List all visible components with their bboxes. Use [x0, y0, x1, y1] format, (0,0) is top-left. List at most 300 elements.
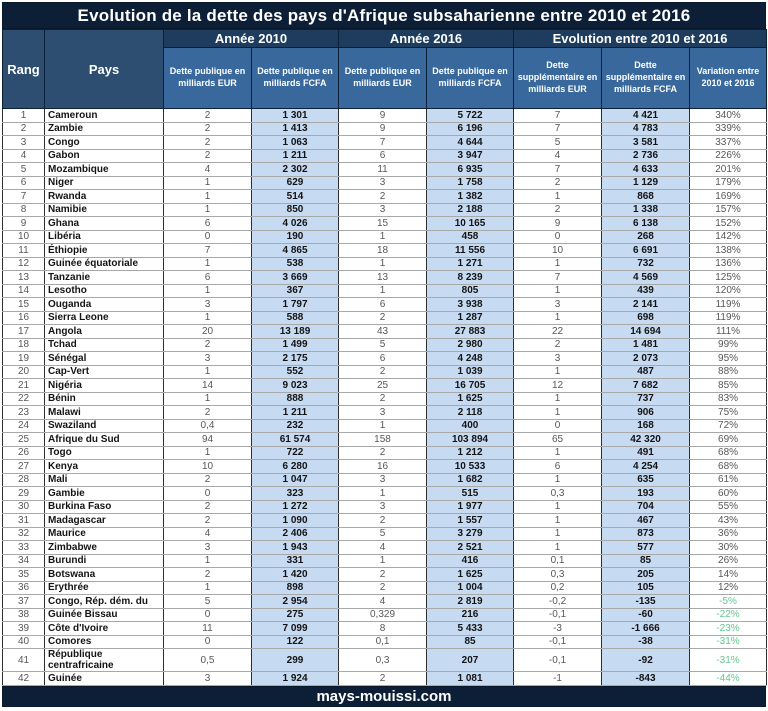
cell-variation: 14% — [690, 568, 767, 582]
table-row — [3, 244, 767, 258]
table-row — [3, 527, 767, 541]
cell-rang: 9 — [3, 217, 45, 231]
cell-rang: 5 — [3, 163, 45, 177]
cell-pays: Congo — [45, 136, 164, 150]
cell-variation: 138% — [690, 244, 767, 258]
cell-variation: 179% — [690, 176, 767, 190]
table-row — [3, 284, 767, 298]
cell-suppl-eur: 1 — [514, 392, 602, 406]
cell-suppl-eur: -1 — [514, 672, 602, 686]
table-row — [3, 365, 767, 379]
table-row — [3, 446, 767, 460]
cell-dette-eur-2016: 25 — [339, 379, 427, 393]
table-row — [3, 298, 767, 312]
cell-dette-eur-2016: 4 — [339, 541, 427, 555]
cell-dette-eur-2016: 2 — [339, 514, 427, 528]
cell-variation: 142% — [690, 230, 767, 244]
cell-dette-fcfa-2010: 367 — [252, 284, 339, 298]
cell-suppl-eur: 1 — [514, 311, 602, 325]
cell-dette-eur-2010: 3 — [164, 541, 252, 555]
cell-dette-eur-2010: 1 — [164, 284, 252, 298]
cell-dette-fcfa-2016: 5 433 — [427, 622, 514, 636]
cell-dette-eur-2016: 2 — [339, 392, 427, 406]
cell-dette-eur-2010: 0,4 — [164, 419, 252, 433]
cell-suppl-fcfa: 873 — [602, 527, 690, 541]
cell-dette-eur-2016: 1 — [339, 419, 427, 433]
cell-dette-fcfa-2016: 2 118 — [427, 406, 514, 420]
table-row — [3, 487, 767, 501]
cell-dette-eur-2010: 5 — [164, 595, 252, 609]
cell-dette-fcfa-2010: 898 — [252, 581, 339, 595]
cell-suppl-eur: 7 — [514, 271, 602, 285]
table-row — [3, 379, 767, 393]
cell-suppl-eur: 2 — [514, 176, 602, 190]
cell-suppl-fcfa: 868 — [602, 190, 690, 204]
cell-rang: 3 — [3, 136, 45, 150]
cell-dette-eur-2016: 18 — [339, 244, 427, 258]
cell-dette-fcfa-2016: 1 977 — [427, 500, 514, 514]
table-row — [3, 338, 767, 352]
cell-dette-eur-2016: 6 — [339, 298, 427, 312]
cell-dette-eur-2016: 11 — [339, 163, 427, 177]
cell-rang: 29 — [3, 487, 45, 501]
cell-dette-fcfa-2016: 1 271 — [427, 257, 514, 271]
cell-suppl-fcfa: 4 783 — [602, 122, 690, 136]
table-row — [3, 406, 767, 420]
cell-suppl-eur: 1 — [514, 473, 602, 487]
header-group-annee-2016: Année 2016 — [339, 30, 514, 48]
website-label: mays-mouissi.com — [316, 687, 452, 705]
cell-pays: Comores — [45, 635, 164, 649]
cell-variation: 72% — [690, 419, 767, 433]
cell-suppl-eur: -0,2 — [514, 595, 602, 609]
cell-pays: Guinée Bissau — [45, 608, 164, 622]
cell-rang: 6 — [3, 176, 45, 190]
cell-suppl-fcfa: 6 138 — [602, 217, 690, 231]
cell-dette-fcfa-2010: 588 — [252, 311, 339, 325]
table-row — [3, 392, 767, 406]
cell-dette-eur-2010: 2 — [164, 473, 252, 487]
cell-rang: 41 — [3, 649, 45, 672]
cell-dette-fcfa-2010: 6 280 — [252, 460, 339, 474]
cell-pays: Mali — [45, 473, 164, 487]
table-row — [3, 541, 767, 555]
cell-dette-eur-2016: 3 — [339, 473, 427, 487]
cell-dette-eur-2010: 14 — [164, 379, 252, 393]
cell-dette-fcfa-2016: 458 — [427, 230, 514, 244]
cell-variation: 99% — [690, 338, 767, 352]
cell-suppl-fcfa: -92 — [602, 649, 690, 672]
table-row — [3, 635, 767, 649]
cell-dette-fcfa-2010: 1 090 — [252, 514, 339, 528]
cell-rang: 42 — [3, 672, 45, 686]
cell-suppl-eur: 1 — [514, 514, 602, 528]
cell-rang: 11 — [3, 244, 45, 258]
cell-suppl-fcfa: 906 — [602, 406, 690, 420]
cell-rang: 37 — [3, 595, 45, 609]
cell-dette-fcfa-2010: 323 — [252, 487, 339, 501]
cell-dette-fcfa-2016: 216 — [427, 608, 514, 622]
cell-suppl-fcfa: 2 141 — [602, 298, 690, 312]
cell-dette-fcfa-2016: 5 722 — [427, 109, 514, 123]
cell-dette-eur-2010: 10 — [164, 460, 252, 474]
cell-rang: 26 — [3, 446, 45, 460]
cell-pays: Zimbabwe — [45, 541, 164, 555]
cell-dette-fcfa-2010: 538 — [252, 257, 339, 271]
cell-rang: 17 — [3, 325, 45, 339]
cell-dette-fcfa-2010: 2 175 — [252, 352, 339, 366]
cell-rang: 32 — [3, 527, 45, 541]
cell-dette-fcfa-2010: 122 — [252, 635, 339, 649]
cell-rang: 38 — [3, 608, 45, 622]
cell-suppl-fcfa: 14 694 — [602, 325, 690, 339]
cell-dette-fcfa-2016: 10 533 — [427, 460, 514, 474]
cell-dette-eur-2016: 16 — [339, 460, 427, 474]
cell-dette-eur-2016: 1 — [339, 554, 427, 568]
cell-dette-eur-2016: 1 — [339, 284, 427, 298]
cell-dette-fcfa-2016: 1 081 — [427, 672, 514, 686]
cell-dette-fcfa-2016: 27 883 — [427, 325, 514, 339]
cell-dette-eur-2010: 2 — [164, 149, 252, 163]
cell-dette-eur-2016: 0,3 — [339, 649, 427, 672]
cell-dette-fcfa-2010: 1 063 — [252, 136, 339, 150]
cell-rang: 27 — [3, 460, 45, 474]
cell-dette-eur-2016: 6 — [339, 352, 427, 366]
cell-dette-eur-2010: 2 — [164, 406, 252, 420]
cell-suppl-eur: 2 — [514, 203, 602, 217]
cell-variation: 111% — [690, 325, 767, 339]
cell-suppl-eur: 1 — [514, 446, 602, 460]
cell-variation: 36% — [690, 527, 767, 541]
cell-dette-eur-2010: 2 — [164, 514, 252, 528]
table-header — [3, 30, 767, 109]
cell-pays: Gambie — [45, 487, 164, 501]
cell-dette-eur-2010: 2 — [164, 109, 252, 123]
cell-rang: 19 — [3, 352, 45, 366]
cell-dette-eur-2010: 2 — [164, 568, 252, 582]
cell-dette-fcfa-2016: 1 004 — [427, 581, 514, 595]
cell-variation: 68% — [690, 446, 767, 460]
cell-pays: Gabon — [45, 149, 164, 163]
cell-dette-fcfa-2016: 1 212 — [427, 446, 514, 460]
cell-suppl-eur: 22 — [514, 325, 602, 339]
cell-suppl-eur: 0,1 — [514, 554, 602, 568]
cell-dette-fcfa-2016: 3 938 — [427, 298, 514, 312]
cell-dette-eur-2016: 2 — [339, 568, 427, 582]
page-title: Evolution de la dette des pays d'Afrique subsaharienne entre 2010 et 2016 — [2, 2, 766, 29]
cell-pays: Tanzanie — [45, 271, 164, 285]
table-row — [3, 460, 767, 474]
cell-dette-fcfa-2016: 1 758 — [427, 176, 514, 190]
cell-variation: 60% — [690, 487, 767, 501]
cell-suppl-fcfa: 4 569 — [602, 271, 690, 285]
cell-variation: 95% — [690, 352, 767, 366]
cell-pays: Burkina Faso — [45, 500, 164, 514]
cell-suppl-eur: 2 — [514, 338, 602, 352]
cell-variation: 340% — [690, 109, 767, 123]
cell-rang: 20 — [3, 365, 45, 379]
cell-dette-eur-2010: 1 — [164, 392, 252, 406]
table-row — [3, 568, 767, 582]
cell-pays: République centrafricaine — [45, 649, 164, 672]
cell-suppl-fcfa: -843 — [602, 672, 690, 686]
cell-dette-eur-2016: 1 — [339, 257, 427, 271]
cell-dette-fcfa-2016: 2 521 — [427, 541, 514, 555]
cell-suppl-fcfa: 7 682 — [602, 379, 690, 393]
cell-pays: Zambie — [45, 122, 164, 136]
cell-dette-eur-2010: 1 — [164, 190, 252, 204]
cell-dette-eur-2016: 2 — [339, 365, 427, 379]
cell-dette-fcfa-2010: 1 797 — [252, 298, 339, 312]
header-dette-fcfa-2016: Dette publique en milliards FCFA — [427, 48, 514, 109]
cell-suppl-eur: 0 — [514, 419, 602, 433]
header-dette-fcfa-2010: Dette publique en milliards FCFA — [252, 48, 339, 109]
footer-bar — [2, 686, 766, 707]
cell-pays: Sénégal — [45, 352, 164, 366]
cell-dette-fcfa-2010: 2 302 — [252, 163, 339, 177]
cell-dette-fcfa-2016: 16 705 — [427, 379, 514, 393]
cell-dette-fcfa-2010: 190 — [252, 230, 339, 244]
cell-suppl-fcfa: -135 — [602, 595, 690, 609]
cell-dette-fcfa-2016: 1 625 — [427, 392, 514, 406]
table-row — [3, 176, 767, 190]
cell-suppl-eur: 1 — [514, 190, 602, 204]
cell-rang: 25 — [3, 433, 45, 447]
table-row — [3, 163, 767, 177]
cell-dette-eur-2016: 2 — [339, 672, 427, 686]
cell-suppl-eur: 12 — [514, 379, 602, 393]
cell-dette-fcfa-2010: 275 — [252, 608, 339, 622]
cell-suppl-eur: 1 — [514, 365, 602, 379]
table-row — [3, 257, 767, 271]
cell-dette-eur-2010: 6 — [164, 271, 252, 285]
cell-variation: 119% — [690, 298, 767, 312]
cell-dette-fcfa-2016: 6 935 — [427, 163, 514, 177]
cell-dette-fcfa-2010: 4 026 — [252, 217, 339, 231]
cell-suppl-eur: -0,1 — [514, 649, 602, 672]
cell-dette-eur-2010: 0 — [164, 608, 252, 622]
cell-pays: Togo — [45, 446, 164, 460]
cell-suppl-fcfa: 105 — [602, 581, 690, 595]
cell-dette-eur-2010: 2 — [164, 500, 252, 514]
cell-dette-eur-2016: 4 — [339, 595, 427, 609]
cell-rang: 10 — [3, 230, 45, 244]
cell-dette-fcfa-2016: 1 682 — [427, 473, 514, 487]
cell-dette-eur-2016: 7 — [339, 136, 427, 150]
table-row — [3, 190, 767, 204]
cell-dette-fcfa-2010: 629 — [252, 176, 339, 190]
cell-suppl-fcfa: 1 481 — [602, 338, 690, 352]
cell-pays: Éthiopie — [45, 244, 164, 258]
cell-variation: 157% — [690, 203, 767, 217]
cell-dette-fcfa-2016: 1 039 — [427, 365, 514, 379]
cell-suppl-eur: -0,1 — [514, 608, 602, 622]
cell-dette-fcfa-2016: 515 — [427, 487, 514, 501]
header-pays: Pays — [45, 30, 164, 109]
cell-dette-fcfa-2016: 1 557 — [427, 514, 514, 528]
cell-dette-fcfa-2016: 85 — [427, 635, 514, 649]
cell-dette-eur-2010: 1 — [164, 554, 252, 568]
cell-variation: 68% — [690, 460, 767, 474]
cell-rang: 18 — [3, 338, 45, 352]
cell-dette-eur-2010: 0 — [164, 635, 252, 649]
cell-dette-eur-2010: 1 — [164, 365, 252, 379]
cell-suppl-fcfa: 6 691 — [602, 244, 690, 258]
cell-pays: Niger — [45, 176, 164, 190]
table-row — [3, 136, 767, 150]
cell-variation: 69% — [690, 433, 767, 447]
cell-pays: Botswana — [45, 568, 164, 582]
cell-pays: Angola — [45, 325, 164, 339]
cell-dette-eur-2016: 5 — [339, 338, 427, 352]
cell-dette-eur-2010: 11 — [164, 622, 252, 636]
cell-dette-fcfa-2010: 1 420 — [252, 568, 339, 582]
cell-dette-eur-2010: 1 — [164, 446, 252, 460]
header-suppl-fcfa: Dette supplémentaire en milliards FCFA — [602, 48, 690, 109]
table-body — [3, 109, 767, 686]
cell-rang: 8 — [3, 203, 45, 217]
cell-pays: Cameroun — [45, 109, 164, 123]
header-dette-eur-2016: Dette publique en milliards EUR — [339, 48, 427, 109]
cell-dette-fcfa-2016: 4 644 — [427, 136, 514, 150]
cell-variation: 337% — [690, 136, 767, 150]
table-row — [3, 122, 767, 136]
cell-dette-fcfa-2010: 4 865 — [252, 244, 339, 258]
cell-suppl-fcfa: 487 — [602, 365, 690, 379]
cell-dette-eur-2016: 158 — [339, 433, 427, 447]
cell-pays: Sierra Leone — [45, 311, 164, 325]
cell-dette-fcfa-2016: 2 188 — [427, 203, 514, 217]
cell-suppl-fcfa: 704 — [602, 500, 690, 514]
header-group-evolution: Evolution entre 2010 et 2016 — [514, 30, 767, 48]
cell-pays: Swaziland — [45, 419, 164, 433]
cell-dette-fcfa-2010: 888 — [252, 392, 339, 406]
cell-pays: Bénin — [45, 392, 164, 406]
table-row — [3, 672, 767, 686]
cell-suppl-fcfa: 205 — [602, 568, 690, 582]
cell-dette-fcfa-2010: 2 954 — [252, 595, 339, 609]
cell-dette-eur-2010: 7 — [164, 244, 252, 258]
cell-dette-eur-2016: 5 — [339, 527, 427, 541]
cell-pays: Kenya — [45, 460, 164, 474]
cell-dette-fcfa-2010: 7 099 — [252, 622, 339, 636]
cell-variation: 88% — [690, 365, 767, 379]
cell-variation: -5% — [690, 595, 767, 609]
cell-rang: 7 — [3, 190, 45, 204]
cell-dette-fcfa-2010: 13 189 — [252, 325, 339, 339]
cell-dette-eur-2016: 2 — [339, 190, 427, 204]
cell-suppl-fcfa: 439 — [602, 284, 690, 298]
cell-suppl-fcfa: 491 — [602, 446, 690, 460]
cell-rang: 33 — [3, 541, 45, 555]
cell-dette-fcfa-2010: 514 — [252, 190, 339, 204]
cell-pays: Ghana — [45, 217, 164, 231]
cell-suppl-fcfa: 193 — [602, 487, 690, 501]
cell-suppl-eur: 7 — [514, 163, 602, 177]
cell-rang: 40 — [3, 635, 45, 649]
cell-dette-eur-2016: 3 — [339, 500, 427, 514]
cell-dette-fcfa-2010: 850 — [252, 203, 339, 217]
cell-dette-fcfa-2016: 805 — [427, 284, 514, 298]
cell-variation: -22% — [690, 608, 767, 622]
cell-dette-fcfa-2010: 722 — [252, 446, 339, 460]
cell-variation: 125% — [690, 271, 767, 285]
cell-dette-eur-2016: 3 — [339, 176, 427, 190]
cell-dette-eur-2010: 1 — [164, 176, 252, 190]
cell-variation: -31% — [690, 649, 767, 672]
cell-rang: 15 — [3, 298, 45, 312]
cell-rang: 4 — [3, 149, 45, 163]
cell-suppl-fcfa: 635 — [602, 473, 690, 487]
cell-dette-eur-2016: 0,329 — [339, 608, 427, 622]
cell-dette-eur-2016: 1 — [339, 487, 427, 501]
cell-suppl-fcfa: 168 — [602, 419, 690, 433]
table-row — [3, 514, 767, 528]
cell-dette-fcfa-2016: 10 165 — [427, 217, 514, 231]
cell-suppl-eur: 0,2 — [514, 581, 602, 595]
cell-suppl-fcfa: -1 666 — [602, 622, 690, 636]
cell-suppl-fcfa: 268 — [602, 230, 690, 244]
cell-suppl-fcfa: 1 129 — [602, 176, 690, 190]
table-row — [3, 581, 767, 595]
cell-rang: 36 — [3, 581, 45, 595]
cell-rang: 30 — [3, 500, 45, 514]
cell-dette-eur-2010: 1 — [164, 257, 252, 271]
cell-suppl-fcfa: 3 581 — [602, 136, 690, 150]
cell-rang: 13 — [3, 271, 45, 285]
cell-dette-fcfa-2016: 11 556 — [427, 244, 514, 258]
cell-suppl-eur: 1 — [514, 406, 602, 420]
cell-dette-eur-2016: 2 — [339, 581, 427, 595]
cell-suppl-eur: 1 — [514, 541, 602, 555]
cell-variation: 201% — [690, 163, 767, 177]
cell-dette-fcfa-2016: 6 196 — [427, 122, 514, 136]
cell-suppl-fcfa: 4 633 — [602, 163, 690, 177]
cell-rang: 35 — [3, 568, 45, 582]
cell-dette-eur-2016: 6 — [339, 149, 427, 163]
cell-dette-eur-2016: 9 — [339, 109, 427, 123]
cell-rang: 16 — [3, 311, 45, 325]
cell-dette-eur-2010: 0 — [164, 487, 252, 501]
cell-suppl-fcfa: 698 — [602, 311, 690, 325]
cell-dette-eur-2016: 3 — [339, 203, 427, 217]
cell-pays: Madagascar — [45, 514, 164, 528]
cell-variation: 55% — [690, 500, 767, 514]
cell-dette-eur-2010: 1 — [164, 311, 252, 325]
cell-suppl-eur: -3 — [514, 622, 602, 636]
cell-dette-fcfa-2010: 1 301 — [252, 109, 339, 123]
cell-dette-fcfa-2010: 1 413 — [252, 122, 339, 136]
cell-dette-fcfa-2016: 400 — [427, 419, 514, 433]
cell-dette-eur-2016: 1 — [339, 230, 427, 244]
cell-variation: 169% — [690, 190, 767, 204]
cell-pays: Namibie — [45, 203, 164, 217]
cell-suppl-fcfa: 2 073 — [602, 352, 690, 366]
cell-pays: Guinée — [45, 672, 164, 686]
cell-suppl-eur: 5 — [514, 136, 602, 150]
cell-suppl-eur: 7 — [514, 109, 602, 123]
table-row — [3, 433, 767, 447]
cell-dette-fcfa-2016: 8 239 — [427, 271, 514, 285]
cell-dette-fcfa-2010: 1 499 — [252, 338, 339, 352]
cell-pays: Guinée équatoriale — [45, 257, 164, 271]
table-row — [3, 109, 767, 123]
cell-suppl-fcfa: 2 736 — [602, 149, 690, 163]
cell-dette-fcfa-2016: 103 894 — [427, 433, 514, 447]
cell-suppl-fcfa: 732 — [602, 257, 690, 271]
cell-rang: 14 — [3, 284, 45, 298]
cell-suppl-eur: 1 — [514, 257, 602, 271]
